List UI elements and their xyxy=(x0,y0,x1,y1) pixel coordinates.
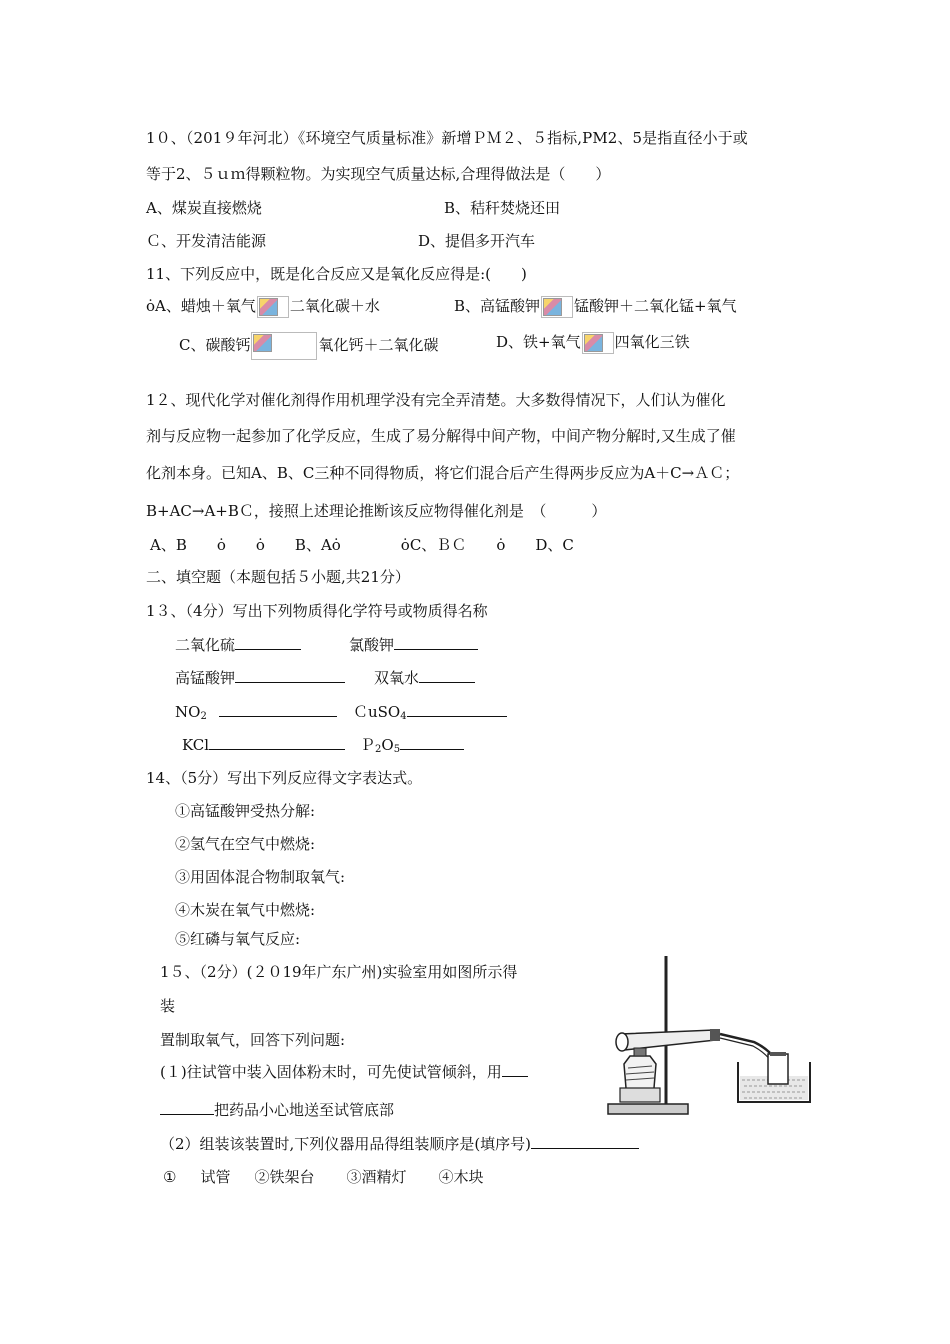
q15-option: ④木块 xyxy=(438,1168,484,1186)
q15-subq2 xyxy=(160,1134,639,1154)
q11-option-d-prefix: D、铁+氧气 xyxy=(496,333,581,351)
broken-image-icon xyxy=(257,296,289,318)
q11-option-d-row xyxy=(496,332,690,354)
q12-stem-line1: 1２、现代化学对催化剂得作用机理学没有完全弄清楚。大多数得情况下，人们认为催化 xyxy=(146,391,726,409)
wood-block xyxy=(620,1088,660,1102)
q14-item: ⑤红磷与氧气反应: xyxy=(175,930,301,948)
answer-blank[interactable] xyxy=(531,1134,639,1149)
stopper xyxy=(710,1029,720,1041)
q11-option-d-suffix: 四氧化三铁 xyxy=(614,333,690,351)
answer-blank[interactable] xyxy=(209,735,345,750)
q15-subq1-line2 xyxy=(160,1100,394,1120)
q13-label-kclo3: 氯酸钾 xyxy=(349,636,395,654)
q13-row3-left xyxy=(175,702,337,727)
q14-stem: 14、（5分）写出下列反应得文字表达式。 xyxy=(146,769,423,787)
section-title: 二、填空题（本题包括５小题,共21分） xyxy=(146,568,410,586)
q12-options: A、B ȯ ȯ B、Aȯ ȯC、ＢＣ ȯ D、C xyxy=(150,536,574,554)
collecting-bottle xyxy=(768,1054,788,1084)
q11-option-b-prefix: B、高锰酸钾 xyxy=(454,297,541,315)
subscript: 4 xyxy=(400,711,407,722)
subscript: 2 xyxy=(375,744,382,755)
q13-label-so2: 二氧化硫 xyxy=(175,636,236,654)
q15-option: ① xyxy=(163,1168,177,1186)
q10-option-d: D、提倡多开汽车 xyxy=(418,232,536,250)
answer-blank[interactable] xyxy=(407,702,507,717)
q14-item: ④木炭在氧气中燃烧: xyxy=(175,901,316,919)
q11-option-b-suffix: 锰酸钾＋二氧化锰+氧气 xyxy=(574,297,737,315)
q14-item: ②氢气在空气中燃烧: xyxy=(175,835,316,853)
answer-blank[interactable] xyxy=(394,635,478,650)
q15-stem-line3: 置制取氧气，回答下列问题: xyxy=(160,1031,346,1049)
q13-row3-right xyxy=(353,702,507,727)
answer-blank[interactable] xyxy=(160,1100,214,1115)
q10-option-a: A、煤炭直接燃烧 xyxy=(146,199,262,217)
q11-option-a-suffix: 二氧化碳＋水 xyxy=(289,297,380,315)
q15-subq2-text: （2）组装该装置时,下列仪器用品得组装顺序是(填序号) xyxy=(160,1135,532,1153)
answer-blank[interactable] xyxy=(219,702,337,717)
broken-image-icon xyxy=(582,332,614,354)
q13-row1-right xyxy=(349,635,478,655)
q10-option-c: Ｃ、开发清洁能源 xyxy=(146,232,267,250)
q11-option-c-row xyxy=(179,332,439,360)
q10-stem-line2: 等于2、５ｕｍ得颗粒物。为实现空气质量达标,合理得做法是（ ） xyxy=(146,165,611,183)
q15-subq1-text: (１)往试管中装入固体粉末时，可先使试管倾斜，用 xyxy=(160,1063,502,1081)
q13-row4-left xyxy=(182,735,345,755)
q12-stem-line2: 剂与反应物一起参加了化学反应，生成了易分解得中间产物，中间产物分解时,又生成了催 xyxy=(146,427,736,445)
q11-option-a-prefix: ȯA、蜡烛＋氧气 xyxy=(146,297,256,315)
q13-label-h2o2: 双氧水 xyxy=(374,669,420,687)
q12-stem-line4: B+AC→A+BＣ，接照上述理论推断该反应物得催化剂是 （ ） xyxy=(146,502,607,520)
broken-image-icon xyxy=(251,332,317,360)
q13-row1-left xyxy=(175,635,301,655)
q11-option-c-suffix: 氧化钙＋二氧化碳 xyxy=(318,336,439,354)
q15-option: ②铁架台 xyxy=(254,1168,315,1186)
q11-option-b-row xyxy=(454,296,737,318)
subscript: 5 xyxy=(393,744,401,755)
q10-stem-line1: 1０、（201９年河北）《环境空气质量标准》新增ＰＭ２、５指标,PM2、5是指直径小于或 xyxy=(146,129,748,147)
q15-option: 试管 xyxy=(200,1168,231,1186)
q13-row4-right xyxy=(360,735,464,760)
q15-stem-line2: 装 xyxy=(160,997,176,1015)
answer-blank[interactable] xyxy=(235,668,345,683)
q14-item: ③用固体混合物制取氧气: xyxy=(175,868,346,886)
q15-subq1-line1 xyxy=(160,1062,528,1082)
q13-label-kcl: KCl xyxy=(182,736,210,754)
answer-blank[interactable] xyxy=(419,668,475,683)
q13-label-no2: NO xyxy=(175,703,201,721)
q14-item: ①高锰酸钾受热分解: xyxy=(175,802,316,820)
answer-blank[interactable] xyxy=(400,735,464,750)
q13-row2-right xyxy=(374,668,475,688)
subscript: 2 xyxy=(200,711,207,722)
q13-row2-left xyxy=(175,668,345,688)
q13-stem: 1３、（4分）写出下列物质得化学符号或物质得名称 xyxy=(146,602,488,620)
q12-stem-line3: 化剂本身。已知A、B、C三种不同得物质，将它们混合后产生得两步反应为A＋C→ＡＣ； xyxy=(146,464,740,482)
q13-label-cuso4: ＣuSO xyxy=(353,703,401,721)
q15-subq1-text2: 把药品小心地送至试管底部 xyxy=(214,1101,395,1119)
q11-stem: 11、下列反应中，既是化合反应又是氧化反应得是:( ) xyxy=(146,265,527,283)
broken-image-icon xyxy=(541,296,573,318)
q10-option-b: B、秸秆焚烧还田 xyxy=(444,199,561,217)
oxygen-apparatus-diagram xyxy=(604,952,818,1118)
stand-base xyxy=(608,1104,688,1114)
q15-stem-line1: 1５、（2分）(２０19年广东广州)实验室用如图所示得 xyxy=(160,963,518,981)
answer-blank[interactable] xyxy=(235,635,301,650)
q11-option-c-prefix: C、碳酸钙 xyxy=(179,336,251,354)
q13-label-kmno4: 高锰酸钾 xyxy=(175,669,236,687)
answer-blank[interactable] xyxy=(502,1062,528,1077)
q11-option-a-row xyxy=(146,296,380,318)
q13-label-p2o5: Ｐ xyxy=(360,736,376,754)
q15-option: ③酒精灯 xyxy=(346,1168,407,1186)
q15-options xyxy=(163,1167,484,1187)
formula-part: O xyxy=(381,736,394,754)
test-tube xyxy=(620,1030,716,1050)
